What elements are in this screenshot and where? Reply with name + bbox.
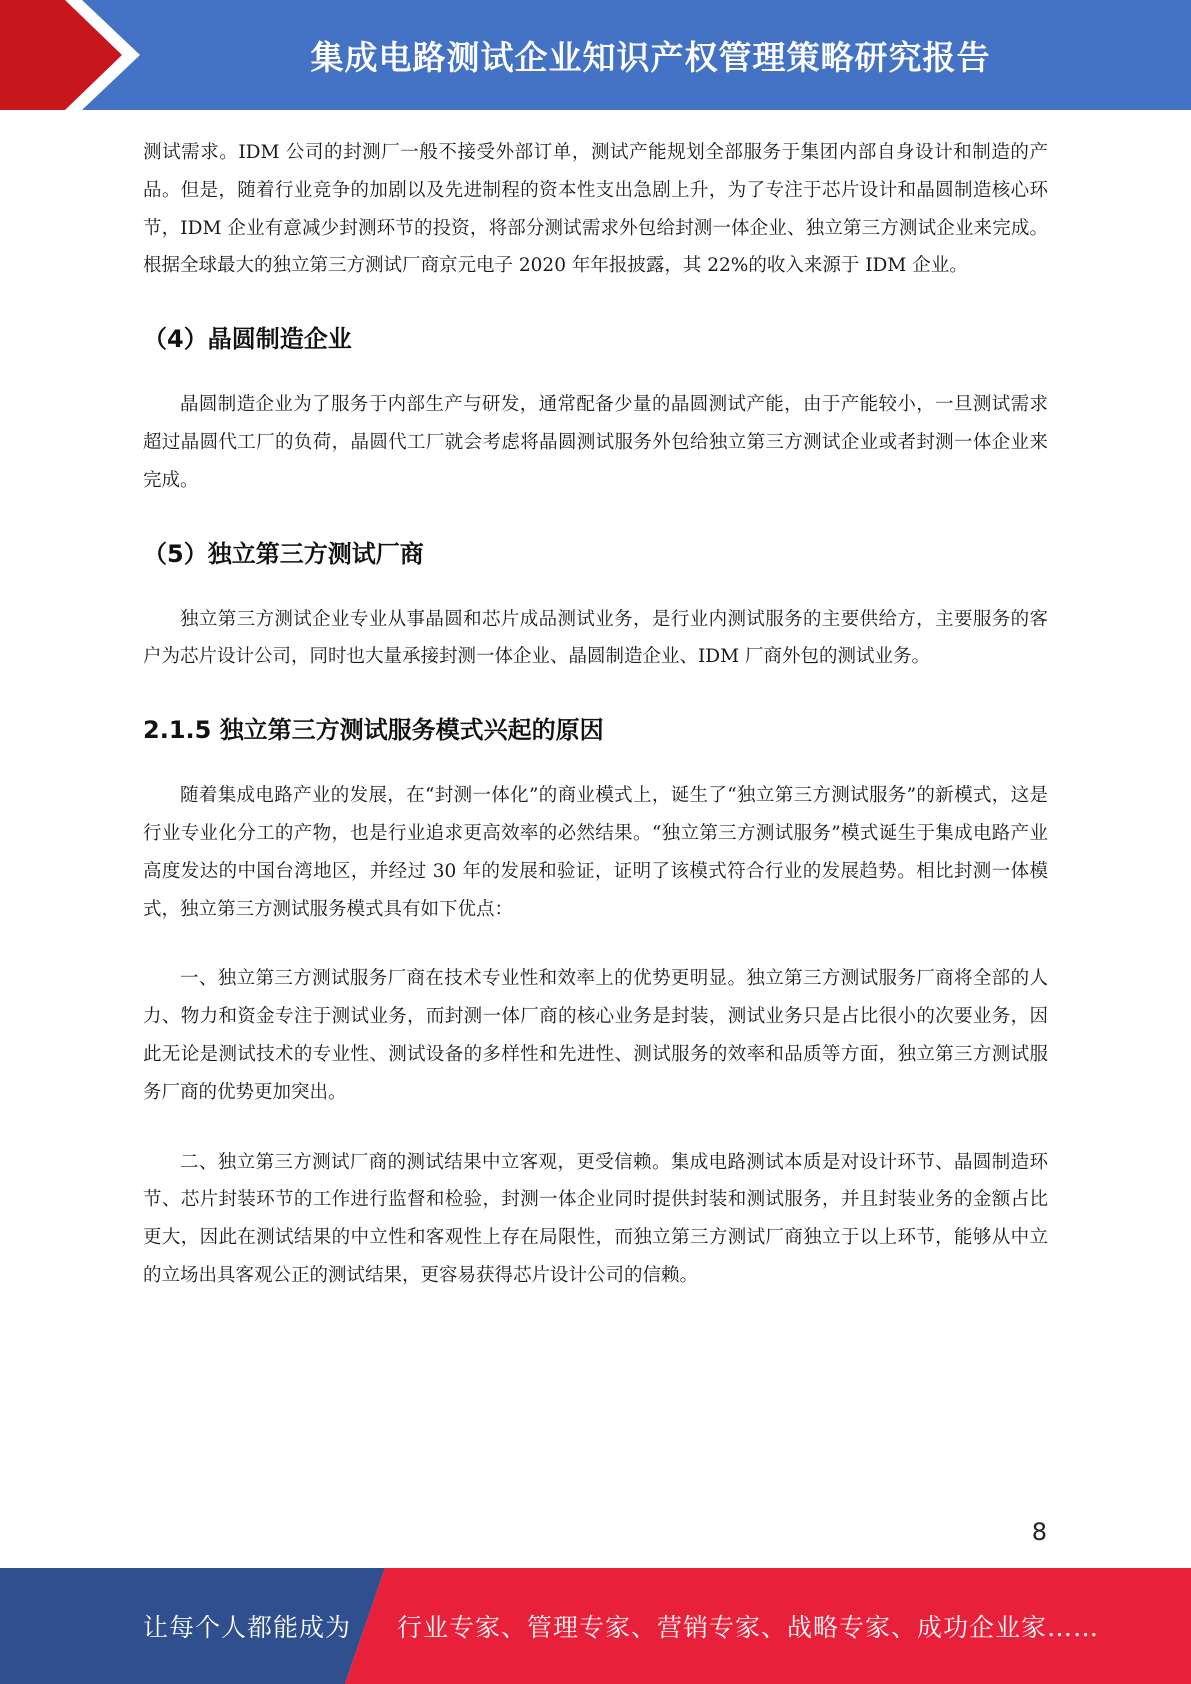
footer-slogan-right: 行业专家、管理专家、营销专家、战略专家、成功企业家…… (397, 1613, 1100, 1642)
footer-banner (0, 1568, 1191, 1684)
paragraph-advantage-one: 一、独立第三方测试服务厂商在技术专业性和效率上的优势更明显。独立第三方测试服务厂商将全部的人力、物力和资金专注于测试业务，而封测一体厂商的核心业务是封装，测试业务只是占比很小的次要业务，因此无论是测试技术的专业性、测试设备的多样性和先进性、测试服务的效率和品质等方面，独立第三方测试服务厂商的优势更加突出。 (143, 968, 1048, 1103)
paragraph-section-intro: 随着集成电路产业的发展，在“封测一体化”的商业模式上，诞生了“独立第三方测试服务”的新模式，这是行业专业化分工的产物，也是行业追求更高效率的必然结果。“独立第三方测试服务”模式诞生于集成电路产业高度发达的中国台湾地区，并经过 30 年的发展和验证，证明了该模式符合行业的发展趋势。相比封测一体模式，独立第三方测试服务模式具有如下优点： (143, 785, 1048, 920)
header-chevron-decoration (0, 0, 160, 110)
paragraph-idm-continued: 测试需求。IDM 公司的封测厂一般不接受外部订单，测试产能规划全部服务于集团内部自身设计和制造的产品。但是，随着行业竞争的加剧以及先进制程的资本性支出急剧上升，为了专注于芯片设计和晶圆制造核心环节，IDM 企业有意减少封测环节的投资，将部分测试需求外包给封测一体企业、独立第三方测试企业来完成。根据全球最大的独立第三方测试厂商京元电子 2020 年年报披露，其 22%的收入来源于 IDM 企业。 (143, 142, 1048, 277)
heading-wafer-fab: （4）晶圆制造企业 (143, 325, 352, 354)
paragraph-advantage-two: 二、独立第三方测试厂商的测试结果中立客观，更受信赖。集成电路测试本质是对设计环节、晶圆制造环节、芯片封装环节的工作进行监督和检验，封测一体企业同时提供封装和测试服务，并且封装业务的金额占比更大，因此在测试结果的中立性和客观性上存在局限性，而独立第三方测试厂商独立于以上环节，能够从中立的立场出具客观公正的测试结果，更容易获得芯片设计公司的信赖。 (143, 1151, 1048, 1286)
footer-slogan-left: 让每个人都能成为 (143, 1613, 352, 1642)
paragraph-independent-testing: 独立第三方测试企业专业从事晶圆和芯片成品测试业务，是行业内测试服务的主要供给方，主要服务的客户为芯片设计公司，同时也大量承接封测一体企业、晶圆制造企业、IDM 厂商外包的测试业务。 (143, 608, 1048, 668)
heading-independent-testing: （5）独立第三方测试厂商 (143, 539, 424, 568)
paragraph-wafer-fab: 晶圆制造企业为了服务于内部生产与研发，通常配备少量的晶圆测试产能，由于产能较小，一旦测试需求超过晶圆代工厂的负荷，晶圆代工厂就会考虑将晶圆测试服务外包给独立第三方测试企业或者封测一体企业来完成。 (143, 394, 1048, 491)
page-number: 8 (1031, 1518, 1047, 1546)
document-title: 集成电路测试企业知识产权管理策略研究报告 (310, 37, 991, 77)
section-heading-2-1-5: 2.1.5 独立第三方测试服务模式兴起的原因 (143, 716, 604, 745)
page-content (143, 134, 1048, 1295)
header-banner (0, 0, 1191, 110)
